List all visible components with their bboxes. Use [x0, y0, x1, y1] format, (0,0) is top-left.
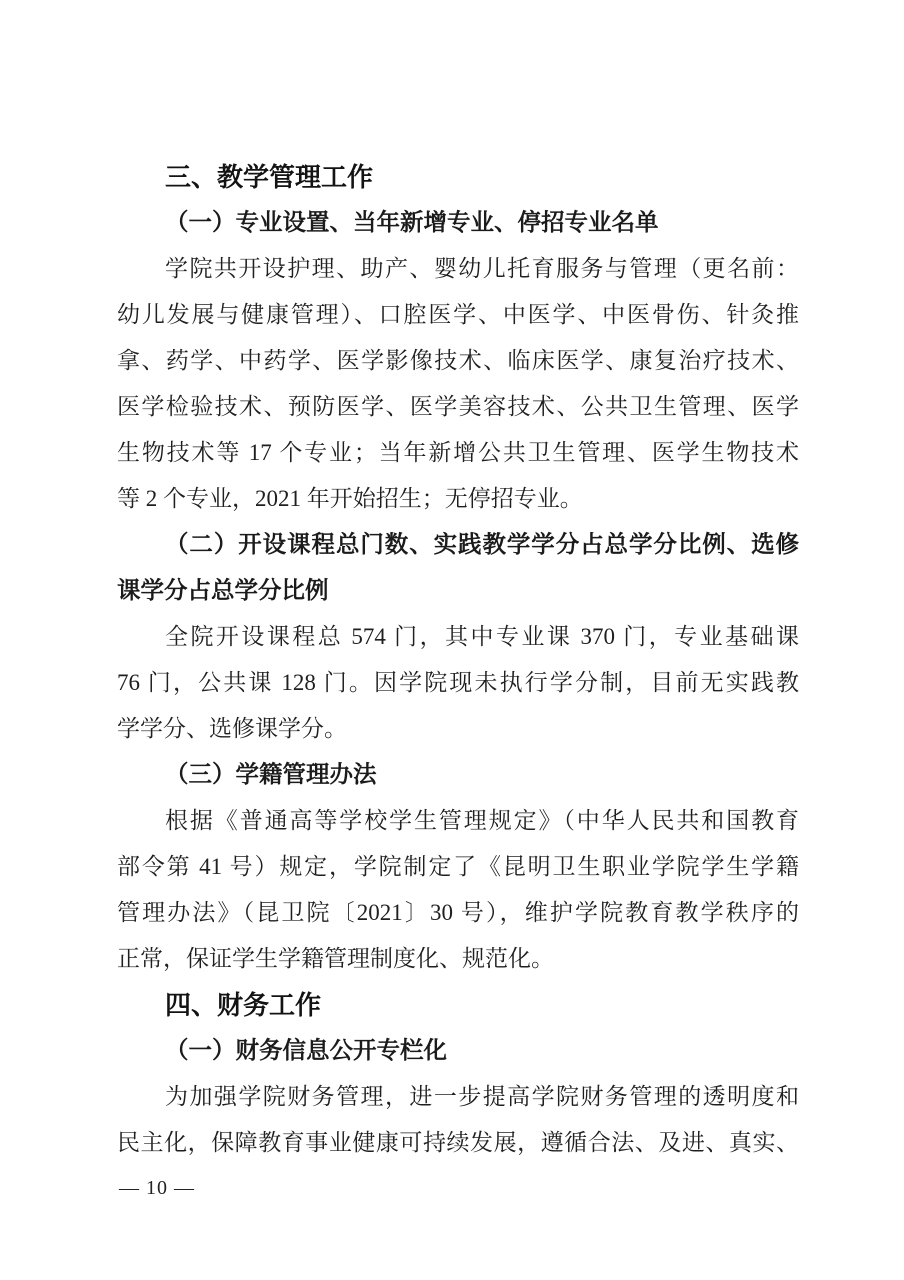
body-line: 医学检验技术、预防医学、医学美容技术、公共卫生管理、医学 [117, 394, 799, 419]
body-line: 等 2 个专业，2021 年开始招生；无停招专业。 [117, 486, 583, 511]
body-line: 拿、药学、中药学、医学影像技术、临床医学、康复治疗技术、 [117, 348, 799, 373]
subsection-heading-major-setup: （一）专业设置、当年新增专业、停招专业名单 [165, 210, 659, 236]
body-line: 部令第 41 号）规定，学院制定了《昆明卫生职业学院学生学籍 [117, 854, 799, 879]
body-line: 民主化，保障教育事业健康可持续发展，遵循合法、及进、真实、 [117, 1130, 799, 1155]
body-line: 管理办法》（昆卫院〔2021〕30 号），维护学院教育教学秩序的 [117, 900, 799, 925]
section-heading-finance: 四、财务工作 [165, 990, 322, 1020]
section-heading-teaching-management: 三、教学管理工作 [165, 162, 374, 192]
subsection-heading-courses: （二）开设课程总门数、实践教学学分占总学分比例、选修 [165, 532, 799, 558]
text-column [117, 154, 799, 1166]
page-number: — 10 — [119, 1177, 195, 1199]
body-line: 根据《普通高等学校学生管理规定》（中华人民共和国教育 [165, 808, 799, 833]
subsection-heading-finance-info: （一）财务信息公开专栏化 [165, 1038, 447, 1064]
body-line: 学院共开设护理、助产、婴幼儿托育服务与管理（更名前： [165, 256, 799, 281]
body-line: 正常，保证学生学籍管理制度化、规范化。 [117, 946, 554, 971]
body-line: 生物技术等 17 个专业；当年新增公共卫生管理、医学生物技术 [117, 440, 799, 465]
subsection-heading-courses-cont: 课学分占总学分比例 [117, 578, 329, 604]
body-line: 76 门，公共课 128 门。因学院现未执行学分制，目前无实践教 [117, 670, 799, 695]
body-line: 全院开设课程总 574 门，其中专业课 370 门，专业基础课 [165, 624, 799, 649]
body-line: 为加强学院财务管理，进一步提高学院财务管理的透明度和 [165, 1084, 799, 1109]
body-line: 幼儿发展与健康管理）、口腔医学、中医学、中医骨伤、针灸推 [117, 302, 799, 327]
subsection-heading-student-status: （三）学籍管理办法 [165, 762, 377, 788]
body-line: 学学分、选修课学分。 [117, 716, 347, 741]
